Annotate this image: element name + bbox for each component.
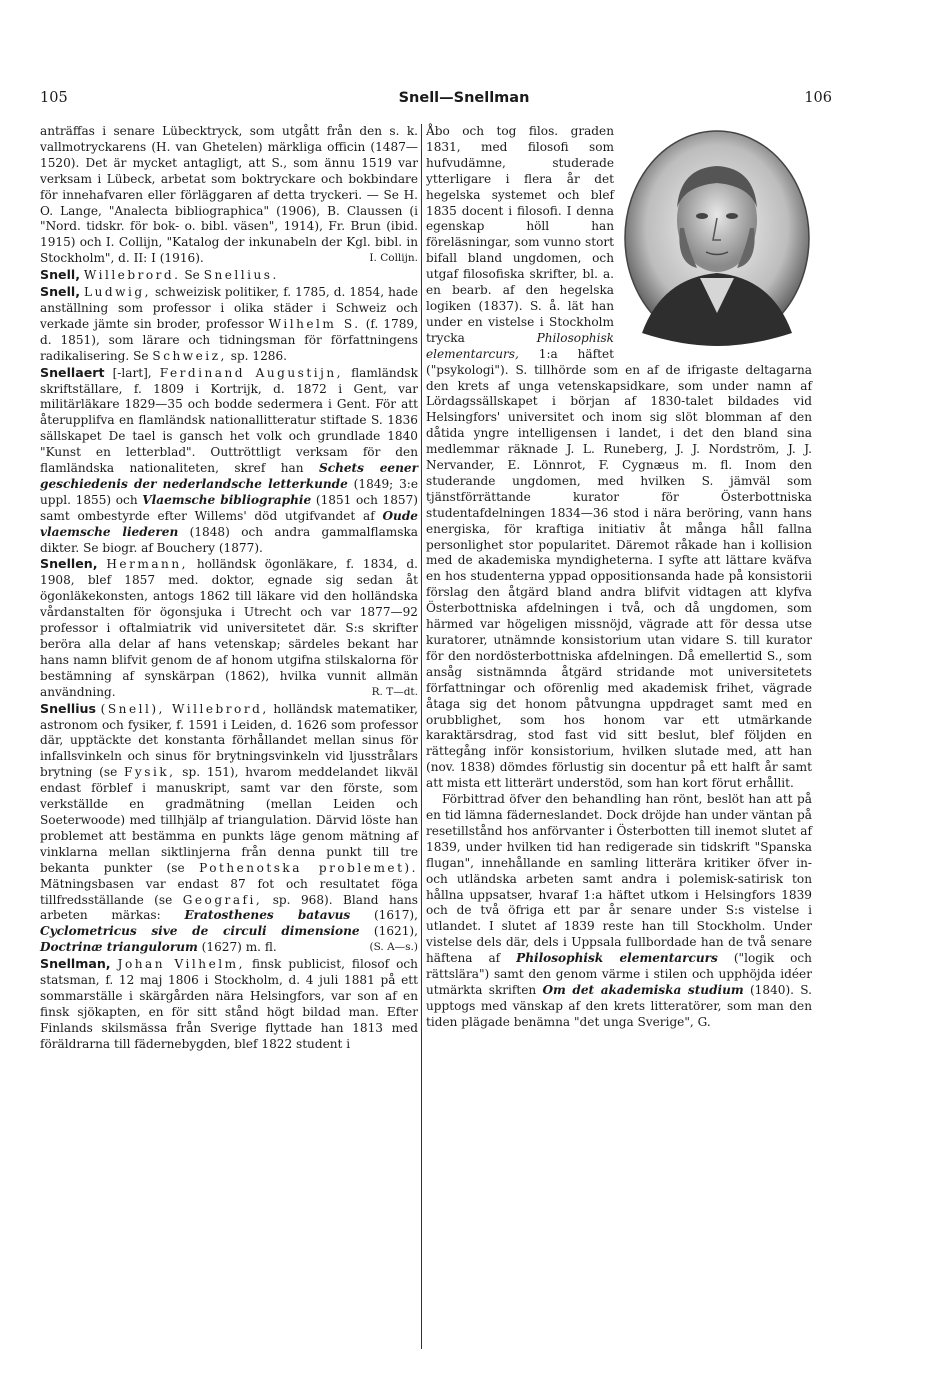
work-title: Oude vlaemsche liederen	[40, 508, 418, 539]
left-column	[40, 124, 418, 1053]
entry-snellman-continued: Åbo och tog filos. graden 1831, med filosofi som hufvudämne, studerade ytterligare i flera år det hegelska systemet och blef 1835 docent i filosofi. I denna egenskap höll han föreläsningar, som vunno stort bifall bland ungdomen, och utgaf filosofiska skrifter, bl. a. en bearb. af den hegelska logiken (1837). S. å. lät han under en vistelse i Stockholm trycka Philosophisk elementarcurs, 1:a häftet ("psykologi"). S. tillhörde som en af de ifrigaste deltagarna den krets af unga vetenskapsidkare, som under namn af Lördagssällskapet i början af 1830-talet bildades vid Helsingfors' universitet och inom sig slöt blomman af den dåtida yngre intelligensen i landet, i det den bland sina medlemmar räknade J. L. Runeberg, J. J. Nordström, J. J. Nervander, E. Lönnrot, F. Cygnæus m. fl. Inom den studerande ungdomen, med hvilken S. jämväl som tjänstförrättande kurator för Österbottniska studentafdelningen 1834—36 stod i nära beröring, vann hans energiska, för kraftiga initiativ åt många håll fallna personlighet stor popularitet. Däremot råkade han i kollision med de akademiska myndigheterna. I syfte att lättare kväfva en hos studenterna yppad oppositionsanda hade på konsistorii förslag den åtgärd bland andra blifvit vidtagen att klyfva Österbottniska afdelningen i två, och då ungdomen, som härmed var högeligen missnöjd, vägrade att för dessa utse kuratorer, utnämnde konsistorium utan vidare S. till kurator för den nordösterbottniska afdelningen. Då emellertid S., som ansåg sistnämnda åtgärd stridande mot universitetets författningar och oförenlig med akademisk frihet, vägrade åtaga sig det honom påtvungna uppdraget samt med en orubblighet, som hos honom var ett utmärkande karaktärsdrag, stod fast vid sitt beslut, blef följden en rättegång inför konsistorium, hvilken slutade med, att han (nov. 1838) dömdes förlustig sin docentur på ett halft år samt att mista ett litterärt understöd, som han kort förut erhållit.	[426, 124, 812, 791]
signature: (S. A—s.)	[369, 941, 418, 954]
headword: Snellius	[40, 700, 96, 716]
entry-snellen: Snellen, Hermann, holländsk ögonläkare, f. 1834, d. 1908, blef 1857 med. doktor, egnade sig sedan åt ögonläkekonsten, antogs 1862 till läkare vid den holländska vårdanstalten för ögonsjuka i Utrecht och var 1877—92 professor i oftalmiatrik vid universitetet där. S:s skrifter beröra alla delar af hans vetenskap; särdeles bekant har hans namn blifvit genom de af honom utgifna stilskalorna för bestämning af synskärpan (1862), hvilka vunnit allmän användning. R. T—dt.	[40, 556, 418, 699]
cross-reference: Pothenotska problemet).	[199, 860, 418, 875]
work-title: Eratosthenes batavus	[184, 908, 351, 923]
work-title: Om det akademiska studium	[542, 982, 744, 997]
portrait-engraving-icon	[622, 128, 812, 348]
paragraph: Förbittrad öfver den behandling han rönt, beslöt han att på en tid lämna fäderneslandet. Dock dröjde han under väntan på resetillstånd hos anförvanter i Österbotten till inemot slutet af 1839, under hvilken tid han redigerade sin tidskrift "Spanska flugan", innehållande en samling litterära kritiker öfver in- och utländska arbeten samt andra i polemisk-satirisk ton hållna uppsatser, hvaraf 1:a häftet utkom i Helsingfors 1839 och de två öfriga ett par år senare under S:s vistelse i utlandet. I slutet af 1839 reste han till Stockholm. Under vistelse dels där, dels i Uppsala fullbordade han de två senare häftena af Philosophisk elementarcurs ("logik och rättslära") samt den genom värme i stilen och upphöjda idéer utmärkta skriften Om det akademiska studium (1840). S. upptogs med vänskap af den krets litteratörer, som man den tiden plägade benämna "det unga Sverige", G.	[426, 792, 812, 1029]
entry-snellius: Snellius (Snell), Willebrord, holländsk matematiker, astronom och fysiker, f. 1591 i Leiden, d. 1626 som professor där, upptäckte det konstanta förhållandet mellan sinus för infallsvinkeln och sinus för brytningsvinkeln vid ljusstrålars brytning (se Fysik, sp. 151), hvarom meddelandet likväl endast förblef i manuskript, samt var den förste, som verkställde en gradmätning (mellan Leiden och Soeterwoode) med tillhjälp af triangulation. Därvid löste han problemet att bestämma en punkts läge genom mätning af vinklarna mellan siktlinjerna från denna punkt till tre bekanta punkter (se Pothenotska problemet). Mätningsbasen var endast 87 fot och resultatet föga tillfredsställande (se Geografi, sp. 968). Bland hans arbeten märkas: Eratosthenes batavus (1617), Cyclometricus sive de circuli dimensione (1621), Doctrinæ triangulorum (1627) m. fl. (S. A—s.)	[40, 700, 418, 955]
cross-reference: Geografi,	[182, 892, 263, 907]
headword: Snellen,	[40, 556, 98, 572]
signature: R. T—dt.	[371, 685, 418, 698]
column-divider	[421, 124, 422, 1349]
right-column	[426, 124, 812, 1031]
page-number-left: 105	[40, 90, 68, 106]
running-head: Snell—Snellman	[398, 90, 530, 106]
headword: Snellman,	[40, 956, 111, 972]
headword: Snellaert	[40, 364, 105, 380]
work-title: Vlaemsche bibliographie	[142, 492, 312, 507]
cross-reference: Snellius.	[203, 268, 279, 283]
work-title: Doctrinæ triangulorum	[40, 940, 198, 955]
work-title: Cyclometricus sive de circuli dimensione	[40, 924, 360, 939]
headword: Snell,	[40, 267, 80, 283]
work-title: Philosophisk elementarcurs	[516, 951, 718, 966]
cross-reference: Schweiz,	[152, 348, 227, 363]
entry-snellaert: Snellaert [-lart], Ferdinand Augustijn, flamländsk skriftställare, f. 1809 i Kortrijk, d. 1872 i Gent, var militärläkare 1829—35 och bodde sedermera i Gent. För att återupplifva en flamländsk nationallitteratur stiftade S. 1836 sällskapet De tael is gansch het volk och grundlade 1840 "Kunst en letterblad". Outtröttligt verksam för den flamländska nationaliteten, skref han Schets eener geschiedenis der nederlandsche letterkunde (1849; 3:e uppl. 1855) och Vlaemsche bibliographie (1851 och 1857) samt ombestyrde efter Willems' död utgifvandet af Oude vlaemsche liederen (1848) och andra gammalflamska dikter. Se biogr. af Bouchery (1877).	[40, 364, 418, 555]
page-number-right: 106	[804, 90, 832, 106]
entry-snellman: Snellman, Johan Vilhelm, finsk publicist, filosof och statsman, f. 12 maj 1806 i Stockholm, d. 4 juli 1881 på ett sommarställe i skärgården nära Helsingfors, var son af en finsk sjökapten, en för sitt stånd högt bildad man. Efter Finlands skilsmässa från Sverige flyttade han 1813 med föräldrarna till fädernebygden, blef 1822 student i	[40, 956, 418, 1051]
cross-reference: Fysik,	[124, 765, 176, 780]
entry-snell-ludwig: Snell, Ludwig, schweizisk politiker, f. 1785, d. 1854, hade anställning som professor i olika städer i Schweiz och verkade jämte sin broder, professor Wilhelm S. (f. 1789, d. 1851), som lärare och tidningsman för författningens radikalisering. Se Schweiz, sp. 1286.	[40, 284, 418, 363]
signature: I. Collijn.	[369, 252, 418, 265]
entry-continuation: anträffas i senare Lübecktryck, som utgått från den s. k. vallmotryckarens (H. van Ghetelen) märkliga officin (1487—1520). Det är mycket antagligt, att S., som ännu 1519 var verksam i Lübeck, arbetat som boktryckare och bokbindare för innehafvaren eller förläggaren af detta tryckeri. — Se H. O. Lange, "Analecta bibliographica" (1906), B. Claussen (i "Nord. tidskr. för bok- o. bibl. väsen", 1914), Fr. Brun (ibid. 1915) och I. Collijn, "Katalog der inkunabeln der Kgl. bibl. in Stockholm", d. II: I (1916). I. Collijn.	[40, 124, 418, 266]
entry-snell-willebrord: Snell, Willebrord. Se Snellius.	[40, 267, 279, 283]
headword: Snell,	[40, 284, 80, 300]
work-title: Schets eener geschiedenis der nederlandsche letterkunde	[40, 461, 418, 491]
work-title: Philosophisk elementarcurs,	[426, 330, 614, 361]
